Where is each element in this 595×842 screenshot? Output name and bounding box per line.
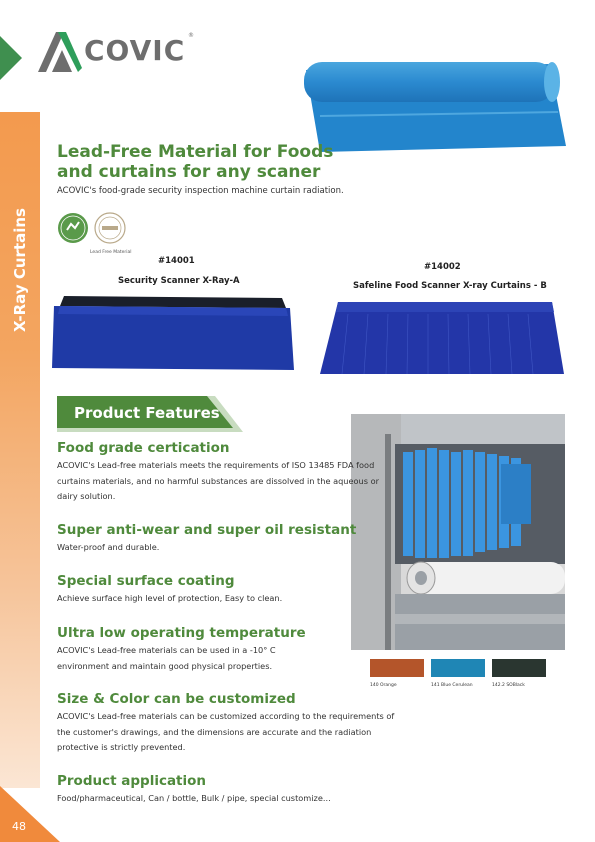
product-b-image — [318, 300, 566, 378]
lead-free-badge-icon — [94, 212, 126, 244]
feature-body-surface-coating: Achieve surface high level of protection, Easy to clean. — [57, 593, 283, 603]
page-corner — [0, 786, 60, 842]
feature-body-low-temperature: ACOVIC's Lead-free materials can be used in a -10° C environment and maintain good physical properties. — [57, 645, 276, 671]
scanner-machine-photo — [351, 414, 565, 650]
hero-title-line1: Lead-Free Material for Foods — [57, 142, 334, 162]
feature-heading-surface-coating: Special surface coating — [57, 573, 235, 589]
features-banner-title: Product Features — [74, 404, 220, 422]
page-number: 48 — [12, 820, 26, 833]
product-b-name: Safeline Food Scanner X-ray Curtains - B — [353, 281, 547, 291]
brand-logo — [38, 30, 208, 74]
swatch-orange-label: 140 Orange — [370, 683, 397, 688]
feature-heading-anti-wear: Super anti-wear and super oil resistant — [57, 522, 357, 538]
feature-body-food-grade: ACOVIC's Lead-free materials meets the requirements of ISO 13485 FDA food curtains materials, and no harmful substances are dissolved in the aqueous or dairy solution. — [57, 460, 379, 501]
swatch-black — [492, 659, 546, 677]
product-b-code: #14002 — [424, 262, 461, 272]
corner-chevron-icon — [0, 36, 24, 80]
feature-heading-food-grade: Food grade certication — [57, 440, 230, 456]
product-a-code: #14001 — [158, 256, 195, 266]
feature-heading-application: Product application — [57, 773, 207, 789]
feature-body-application: Food/pharmaceutical, Can / bottle, Bulk / pipe, special customize... — [57, 793, 331, 803]
feature-body-customized: ACOVIC's Lead-free materials can be customized according to the requirements of the customer's drawings, and the dimensions are accurate and the radiation protective is strictly prevented. — [57, 711, 395, 752]
swatch-black-label: 142.2 SOBlack — [492, 683, 525, 688]
hero-title-line2: and curtains for any scaner — [57, 162, 321, 182]
curtain-roll-image — [300, 58, 570, 156]
registered-mark: ® — [188, 32, 194, 39]
feature-body-anti-wear: Water-proof and durable. — [57, 542, 160, 552]
badge-caption: Lead Free Material — [90, 250, 132, 255]
feature-heading-low-temperature: Ultra low operating temperature — [57, 625, 306, 641]
brand-name: COVIC — [84, 34, 186, 67]
product-a-name: Security Scanner X-Ray-A — [118, 276, 240, 286]
logo-mark-icon — [38, 30, 82, 74]
product-a-image — [50, 292, 296, 372]
swatch-blue-label: 141 Blue Cerulean — [431, 683, 473, 688]
side-tab-label: X-Ray Curtains — [11, 208, 29, 332]
feature-heading-customized: Size & Color can be customized — [57, 691, 296, 707]
swatch-orange — [370, 659, 424, 677]
hero-subtitle: ACOVIC's food-grade security inspection machine curtain radiation. — [57, 186, 344, 196]
food-grade-badge-icon — [57, 212, 89, 244]
swatch-blue — [431, 659, 485, 677]
